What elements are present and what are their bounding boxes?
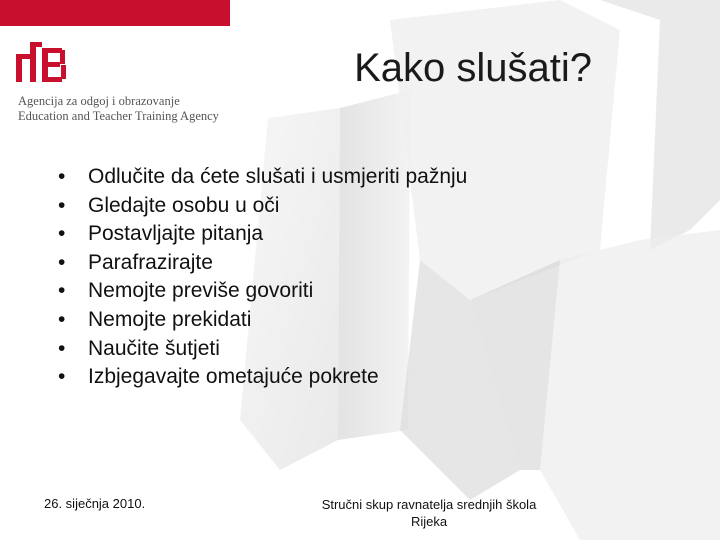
footer-date: 26. siječnja 2010.	[44, 496, 146, 511]
bullet-icon: •	[58, 165, 66, 188]
agency-logo-icon	[16, 40, 76, 84]
bullet-item	[58, 335, 467, 364]
bullet-item	[58, 192, 467, 221]
bullet-item	[58, 306, 467, 335]
bullet-icon: •	[58, 222, 66, 246]
bullet-text: Nemojte previše govoriti	[88, 279, 314, 303]
bullet-icon: •	[58, 279, 66, 303]
organization-name-en: Education and Teacher Training Agency	[18, 109, 219, 123]
bullet-icon: •	[58, 250, 66, 274]
footer-event-title: Stručni skup ravnatelja srednjih škola	[321, 497, 537, 512]
bullet-text: Parafrazirajte	[88, 250, 213, 274]
bullet-item	[58, 220, 467, 249]
bullet-item	[58, 363, 467, 392]
organization-name	[18, 94, 219, 124]
bullet-icon: •	[58, 365, 66, 389]
bullet-text: Odlučite da ćete slušati i usmjeriti pažnju	[88, 165, 468, 188]
bullet-item	[58, 163, 467, 192]
bullet-text: Gledajte osobu u oči	[88, 193, 280, 217]
footer-event	[298, 496, 560, 530]
bullet-text: Naučite šutjeti	[88, 336, 220, 360]
bullet-text: Izbjegavajte ometajuće pokrete	[88, 365, 379, 389]
bullet-icon: •	[58, 307, 66, 331]
bullet-list	[58, 163, 467, 392]
footer-event-location: Rijeka	[410, 514, 448, 529]
bullet-text: Nemojte prekidati	[88, 307, 252, 331]
slide-title: Kako slušati?	[354, 46, 592, 90]
bullet-item	[58, 277, 467, 306]
bullet-text: Postavljajte pitanja	[88, 222, 264, 246]
organization-name-hr: Agencija za odgoj i obrazovanje	[18, 94, 180, 108]
bullet-icon: •	[58, 336, 66, 360]
bullet-item	[58, 249, 467, 278]
bullet-icon: •	[58, 193, 66, 217]
